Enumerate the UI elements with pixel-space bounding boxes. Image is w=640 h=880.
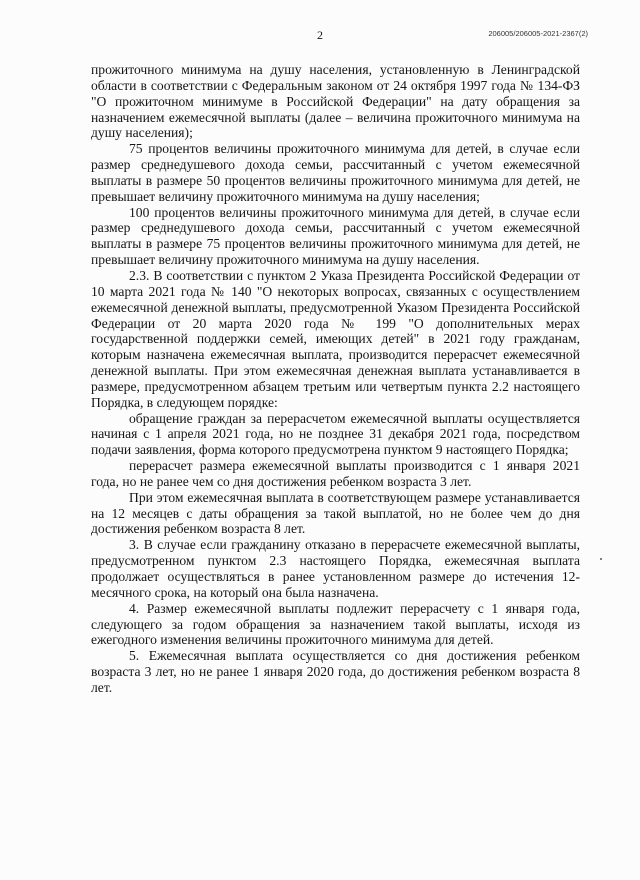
paragraph-3: 100 процентов величины прожиточного минимума для детей, в случае если размер среднедушевого дохода семьи, рассчитанный с учетом ежемесячной выплаты в размере 75 процентов величины прожиточного минимума для детей, не превышает величину прожиточного минимума на душу населения. [91,204,580,268]
paragraph-4: 2.3. В соответствии с пунктом 2 Указа Президента Российской Федерации от 10 марта 2021 года № 140 "О некоторых вопросах, связанных с осуществлением ежемесячной денежной выплаты, предусмотренной Указом Президента Российской Федерации от 20 марта 2020 года № 199 "О дополнительных мерах государственной поддержки семей, имеющих детей" в 2021 году гражданам, которым назначена ежемесячная выплата, производится перерасчет ежемесячной денежной выплаты. При этом ежемесячная денежная выплата устанавливается в размере, предусмотренном абзацем третьим или четвертым пункта 2.2 настоящего Порядка, в следующем порядке: [91,267,580,410]
paragraph-1: прожиточного минимума на душу населения, установленную в Ленинградской области в соответствии с Федеральным законом от 24 октября 1997 года № 134-ФЗ "О прожиточном минимуме в Российской Федерации" на дату обращения за назначением ежемесячной выплаты (далее – величина прожиточного минимума на душу населения); [91,62,580,141]
document-body [91,62,580,696]
page-number: 2 [317,28,323,42]
paragraph-10: 5. Ежемесячная выплата осуществляется со дня достижения ребенком возраста 3 лет, но не ранее 1 января 2020 года, до достижения ребенком возраста 8 лет. [91,648,580,695]
paragraph-5: обращение граждан за перерасчетом ежемесячной выплаты осуществляется начиная с 1 апреля 2021 года, но не позднее 31 декабря 2021 года, посредством подачи заявления, форма которого предусмотрена пунктом 9 настоящего Порядка; [91,410,580,458]
document-id: 206005/206005-2021-2367(2) [488,29,588,38]
paragraph-2: 75 процентов величины прожиточного минимума для детей, в случае если размер среднедушевого дохода семьи, рассчитанный с учетом ежемесячной выплаты в размере 50 процентов величины прожиточного минимума для детей, не превышает величину прожиточного минимума на душу населения; [91,141,580,204]
scan-speck [600,558,602,560]
paragraph-6: перерасчет размера ежемесячной выплаты производится с 1 января 2021 года, но не ранее чем со дня достижения ребенком возраста 3 лет. [91,458,580,489]
paragraph-7: При этом ежемесячная выплата в соответствующем размере устанавливается на 12 месяцев с даты обращения за такой выплатой, но не более чем до дня достижения ребенком возраста 8 лет. [91,489,580,537]
paragraph-9: 4. Размер ежемесячной выплаты подлежит перерасчету с 1 января года, следующего за годом обращения за назначением такой выплаты, исходя из ежегодного изменения величины прожиточного минимума для детей. [91,600,580,648]
paragraph-8: 3. В случае если гражданину отказано в перерасчете ежемесячной выплаты, предусмотренном пунктом 2.3 настоящего Порядка, ежемесячная выплата продолжает осуществляться в ранее установленном размере до истечения 12-месячного срока, на который она была назначена. [91,537,580,600]
